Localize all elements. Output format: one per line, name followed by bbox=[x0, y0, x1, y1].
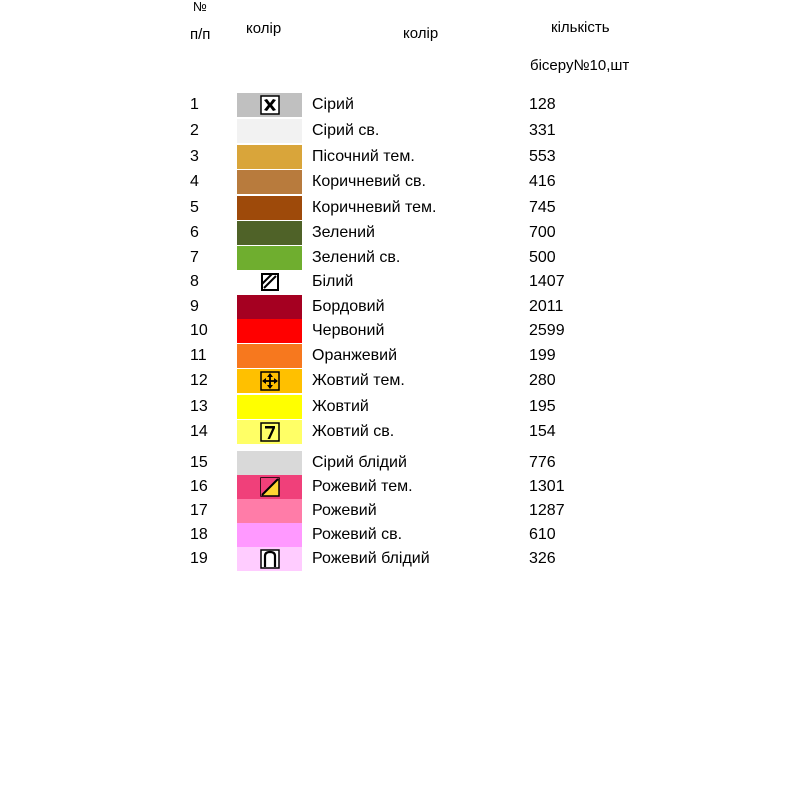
color-name: Коричневий св. bbox=[312, 173, 426, 190]
color-name: Зелений bbox=[312, 224, 375, 241]
row-number: 4 bbox=[190, 173, 199, 190]
color-swatch bbox=[237, 420, 302, 444]
legend-row bbox=[0, 369, 800, 393]
color-swatch bbox=[237, 344, 302, 368]
bead-quantity: 1287 bbox=[529, 502, 565, 519]
bead-quantity: 745 bbox=[529, 199, 556, 216]
color-swatch bbox=[237, 451, 302, 475]
legend-row bbox=[0, 499, 800, 523]
four-arrows-symbol-icon bbox=[260, 371, 280, 391]
bead-quantity: 500 bbox=[529, 249, 556, 266]
color-swatch bbox=[237, 369, 302, 393]
color-swatch bbox=[237, 523, 302, 547]
color-name: Бордовий bbox=[312, 298, 385, 315]
color-name: Рожевий bbox=[312, 502, 377, 519]
color-name: Зелений св. bbox=[312, 249, 401, 266]
row-number: 3 bbox=[190, 148, 199, 165]
cross-symbol-icon bbox=[260, 95, 280, 115]
color-swatch bbox=[237, 221, 302, 245]
legend-row bbox=[0, 547, 800, 571]
color-name-header: колір bbox=[403, 25, 439, 42]
half-diagonal-symbol-icon bbox=[260, 477, 280, 497]
legend-row bbox=[0, 420, 800, 444]
row-number: 10 bbox=[190, 322, 208, 339]
legend-row bbox=[0, 344, 800, 368]
row-number: 18 bbox=[190, 526, 208, 543]
color-swatch bbox=[237, 246, 302, 270]
legend-row bbox=[0, 221, 800, 245]
bead-quantity: 2011 bbox=[529, 298, 564, 315]
color-swatch bbox=[237, 295, 302, 319]
legend-row bbox=[0, 475, 800, 499]
bead-quantity: 331 bbox=[529, 122, 556, 139]
color-name: Жовтий bbox=[312, 398, 369, 415]
bead-quantity: 1301 bbox=[529, 478, 565, 495]
color-name: Сірий блідий bbox=[312, 454, 407, 471]
color-swatch bbox=[237, 395, 302, 419]
bead-quantity: 195 bbox=[529, 398, 556, 415]
color-swatch bbox=[237, 475, 302, 499]
color-swatch bbox=[237, 547, 302, 571]
bead-quantity: 2599 bbox=[529, 322, 565, 339]
bead-quantity: 1407 bbox=[529, 273, 565, 290]
color-swatch bbox=[237, 319, 302, 343]
number-header-line1: № bbox=[193, 0, 207, 14]
number-header-line2: п/п bbox=[190, 26, 211, 43]
legend-row bbox=[0, 523, 800, 547]
color-name: Червоний bbox=[312, 322, 385, 339]
bead-quantity: 610 bbox=[529, 526, 556, 543]
color-swatch bbox=[237, 270, 302, 294]
color-name: Сірий bbox=[312, 96, 354, 113]
row-number: 11 bbox=[190, 347, 207, 364]
bead-quantity: 700 bbox=[529, 224, 556, 241]
row-number: 15 bbox=[190, 454, 208, 471]
seven-symbol-icon bbox=[260, 422, 280, 442]
bead-quantity: 553 bbox=[529, 148, 556, 165]
color-name: Жовтий тем. bbox=[312, 372, 405, 389]
row-number: 12 bbox=[190, 372, 208, 389]
legend-row bbox=[0, 145, 800, 169]
legend-row bbox=[0, 170, 800, 194]
color-swatch bbox=[237, 499, 302, 523]
color-swatch bbox=[237, 145, 302, 169]
row-number: 8 bbox=[190, 273, 199, 290]
row-number: 19 bbox=[190, 550, 208, 567]
row-number: 13 bbox=[190, 398, 208, 415]
legend-row bbox=[0, 93, 800, 117]
color-name: Рожевий св. bbox=[312, 526, 403, 543]
row-number: 6 bbox=[190, 224, 199, 241]
legend-row bbox=[0, 395, 800, 419]
color-swatch bbox=[237, 170, 302, 194]
row-number: 7 bbox=[190, 249, 199, 266]
row-number: 9 bbox=[190, 298, 199, 315]
legend-row bbox=[0, 295, 800, 319]
bead-quantity: 416 bbox=[529, 173, 556, 190]
color-name: Оранжевий bbox=[312, 347, 398, 364]
legend-row bbox=[0, 119, 800, 143]
color-name: Жовтий св. bbox=[312, 423, 395, 440]
color-name: Рожевий блідий bbox=[312, 550, 430, 567]
bead-quantity: 280 bbox=[529, 372, 556, 389]
legend-row bbox=[0, 196, 800, 220]
row-number: 16 bbox=[190, 478, 208, 495]
bead-quantity: 199 bbox=[529, 347, 556, 364]
color-name: Сірий св. bbox=[312, 122, 380, 139]
row-number: 14 bbox=[190, 423, 208, 440]
row-number: 2 bbox=[190, 122, 199, 139]
bead-quantity: 154 bbox=[529, 423, 556, 440]
color-swatch bbox=[237, 119, 302, 143]
color-name: Рожевий тем. bbox=[312, 478, 413, 495]
legend-row bbox=[0, 270, 800, 294]
arch-symbol-icon bbox=[260, 549, 280, 569]
quantity-header-line2: бісеру№10,шт bbox=[530, 57, 630, 74]
bead-quantity: 128 bbox=[529, 96, 556, 113]
color-swatch bbox=[237, 93, 302, 117]
legend-row bbox=[0, 246, 800, 270]
quantity-header-line1: кількість bbox=[551, 19, 610, 36]
legend-row bbox=[0, 319, 800, 343]
row-number: 17 bbox=[190, 502, 208, 519]
color-name: Коричневий тем. bbox=[312, 199, 437, 216]
color-name: Білий bbox=[312, 273, 354, 290]
bead-quantity: 326 bbox=[529, 550, 556, 567]
row-number: 1 bbox=[190, 96, 199, 113]
color-swatch-header: колір bbox=[246, 20, 282, 37]
diagonal-box-symbol-icon bbox=[260, 272, 280, 292]
legend-row bbox=[0, 451, 800, 475]
color-swatch bbox=[237, 196, 302, 220]
row-number: 5 bbox=[190, 199, 199, 216]
bead-quantity: 776 bbox=[529, 454, 556, 471]
color-name: Пісочний тем. bbox=[312, 148, 415, 165]
